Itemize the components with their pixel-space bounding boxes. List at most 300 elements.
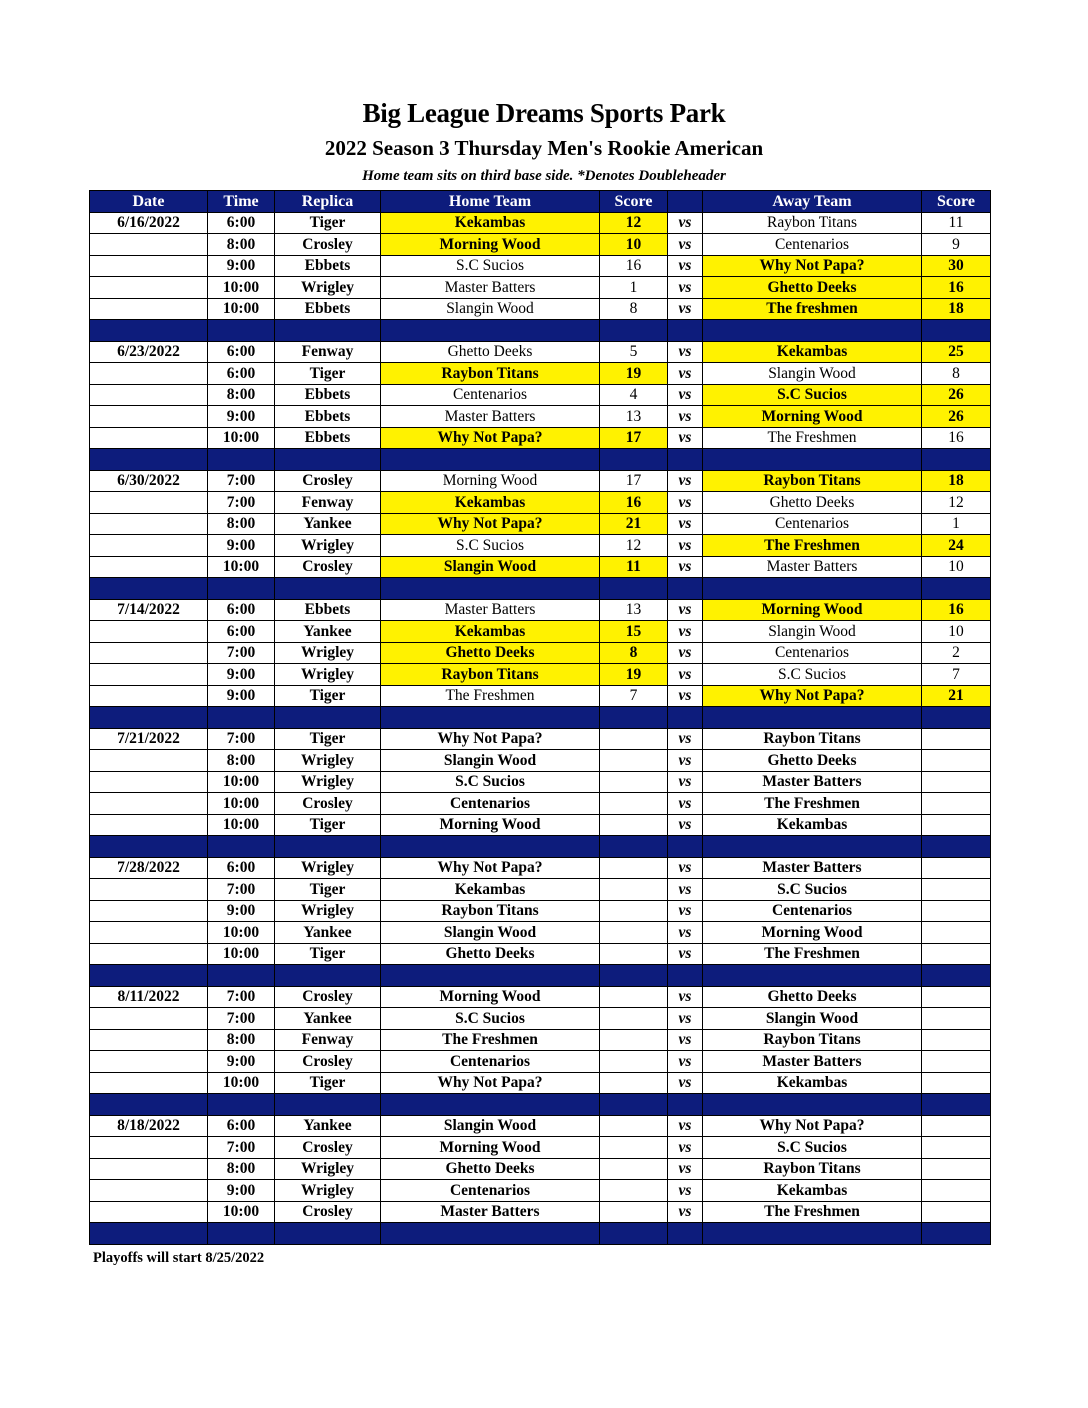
away-score-cell: 16 bbox=[922, 427, 991, 449]
home-score-cell: 15 bbox=[600, 621, 668, 643]
separator-cell bbox=[668, 1223, 703, 1245]
away-score-cell: 11 bbox=[922, 212, 991, 234]
separator-cell bbox=[90, 320, 208, 342]
home-score-cell: 16 bbox=[600, 492, 668, 514]
home-team-cell: Kekambas bbox=[381, 621, 600, 643]
date-cell bbox=[90, 621, 208, 643]
table-row bbox=[90, 922, 991, 944]
table-row bbox=[90, 513, 991, 535]
away-score-cell bbox=[922, 857, 991, 879]
table-row bbox=[90, 556, 991, 578]
away-team-cell: S.C Sucios bbox=[703, 664, 922, 686]
week-separator-row bbox=[90, 1094, 991, 1116]
separator-cell bbox=[381, 707, 600, 729]
date-cell bbox=[90, 255, 208, 277]
time-cell: 10:00 bbox=[208, 1072, 275, 1094]
away-team-cell: Kekambas bbox=[703, 814, 922, 836]
vs-cell: vs bbox=[668, 857, 703, 879]
vs-cell: vs bbox=[668, 1180, 703, 1202]
replica-cell: Tiger bbox=[275, 363, 381, 385]
away-team-cell: Why Not Papa? bbox=[703, 1115, 922, 1137]
away-score-cell: 7 bbox=[922, 664, 991, 686]
vs-cell: vs bbox=[668, 879, 703, 901]
time-cell: 6:00 bbox=[208, 857, 275, 879]
replica-cell: Ebbets bbox=[275, 406, 381, 428]
separator-cell bbox=[922, 320, 991, 342]
replica-cell: Crosley bbox=[275, 1051, 381, 1073]
vs-cell: vs bbox=[668, 492, 703, 514]
home-score-cell: 17 bbox=[600, 470, 668, 492]
date-cell bbox=[90, 642, 208, 664]
separator-cell bbox=[208, 320, 275, 342]
vs-cell: vs bbox=[668, 341, 703, 363]
date-cell bbox=[90, 1137, 208, 1159]
away-team-cell: Master Batters bbox=[703, 857, 922, 879]
time-cell: 10:00 bbox=[208, 943, 275, 965]
vs-cell: vs bbox=[668, 771, 703, 793]
replica-cell: Ebbets bbox=[275, 298, 381, 320]
table-row bbox=[90, 341, 991, 363]
away-team-cell: Centenarios bbox=[703, 642, 922, 664]
away-team-cell: Morning Wood bbox=[703, 599, 922, 621]
away-team-cell: Why Not Papa? bbox=[703, 255, 922, 277]
header-home-score: Score bbox=[600, 191, 668, 213]
time-cell: 7:00 bbox=[208, 879, 275, 901]
home-score-cell: 7 bbox=[600, 685, 668, 707]
vs-cell: vs bbox=[668, 513, 703, 535]
away-score-cell: 18 bbox=[922, 470, 991, 492]
vs-cell: vs bbox=[668, 234, 703, 256]
home-team-cell: Morning Wood bbox=[381, 470, 600, 492]
separator-cell bbox=[703, 578, 922, 600]
separator-cell bbox=[275, 965, 381, 987]
separator-cell bbox=[90, 836, 208, 858]
schedule-table bbox=[89, 190, 991, 1245]
separator-cell bbox=[600, 1094, 668, 1116]
away-score-cell bbox=[922, 1201, 991, 1223]
replica-cell: Tiger bbox=[275, 1072, 381, 1094]
time-cell: 6:00 bbox=[208, 621, 275, 643]
home-score-cell: 21 bbox=[600, 513, 668, 535]
home-team-cell: Raybon Titans bbox=[381, 664, 600, 686]
home-team-cell: Slangin Wood bbox=[381, 750, 600, 772]
separator-cell bbox=[703, 836, 922, 858]
vs-cell: vs bbox=[668, 1201, 703, 1223]
week-separator-row bbox=[90, 965, 991, 987]
schedule-note: Home team sits on third base side. *Denotes Doubleheader bbox=[362, 168, 726, 184]
table-row bbox=[90, 277, 991, 299]
away-score-cell bbox=[922, 750, 991, 772]
replica-cell: Tiger bbox=[275, 943, 381, 965]
home-score-cell bbox=[600, 1180, 668, 1202]
away-team-cell: Master Batters bbox=[703, 771, 922, 793]
away-team-cell: Morning Wood bbox=[703, 922, 922, 944]
replica-cell: Fenway bbox=[275, 1029, 381, 1051]
replica-cell: Wrigley bbox=[275, 642, 381, 664]
away-score-cell: 8 bbox=[922, 363, 991, 385]
away-team-cell: The freshmen bbox=[703, 298, 922, 320]
schedule-body bbox=[90, 212, 991, 1244]
week-separator-row bbox=[90, 836, 991, 858]
vs-cell: vs bbox=[668, 470, 703, 492]
date-cell bbox=[90, 427, 208, 449]
table-row bbox=[90, 664, 991, 686]
separator-cell bbox=[208, 836, 275, 858]
header-away-score: Score bbox=[922, 191, 991, 213]
separator-cell bbox=[668, 707, 703, 729]
date-cell bbox=[90, 298, 208, 320]
time-cell: 9:00 bbox=[208, 255, 275, 277]
separator-cell bbox=[208, 1223, 275, 1245]
date-cell bbox=[90, 771, 208, 793]
away-score-cell: 1 bbox=[922, 513, 991, 535]
away-team-cell: The Freshmen bbox=[703, 1201, 922, 1223]
away-team-cell: The Freshmen bbox=[703, 943, 922, 965]
time-cell: 10:00 bbox=[208, 793, 275, 815]
vs-cell: vs bbox=[668, 384, 703, 406]
table-row bbox=[90, 492, 991, 514]
away-score-cell bbox=[922, 900, 991, 922]
home-team-cell: Why Not Papa? bbox=[381, 513, 600, 535]
date-cell bbox=[90, 1158, 208, 1180]
replica-cell: Wrigley bbox=[275, 857, 381, 879]
home-score-cell bbox=[600, 900, 668, 922]
date-cell bbox=[90, 535, 208, 557]
home-team-cell: Raybon Titans bbox=[381, 363, 600, 385]
date-cell bbox=[90, 814, 208, 836]
table-row bbox=[90, 728, 991, 750]
separator-cell bbox=[90, 1223, 208, 1245]
away-team-cell: Centenarios bbox=[703, 513, 922, 535]
date-cell: 7/14/2022 bbox=[90, 599, 208, 621]
time-cell: 10:00 bbox=[208, 556, 275, 578]
date-cell bbox=[90, 879, 208, 901]
date-cell bbox=[90, 664, 208, 686]
date-cell bbox=[90, 1029, 208, 1051]
home-score-cell bbox=[600, 1029, 668, 1051]
separator-cell bbox=[600, 707, 668, 729]
vs-cell: vs bbox=[668, 556, 703, 578]
replica-cell: Wrigley bbox=[275, 535, 381, 557]
replica-cell: Crosley bbox=[275, 793, 381, 815]
home-team-cell: Centenarios bbox=[381, 1180, 600, 1202]
table-row bbox=[90, 406, 991, 428]
time-cell: 7:00 bbox=[208, 1137, 275, 1159]
playoffs-note: Playoffs will start 8/25/2022 bbox=[93, 1250, 265, 1266]
replica-cell: Yankee bbox=[275, 513, 381, 535]
home-score-cell bbox=[600, 771, 668, 793]
home-team-cell: Raybon Titans bbox=[381, 900, 600, 922]
vs-cell: vs bbox=[668, 900, 703, 922]
away-team-cell: Slangin Wood bbox=[703, 621, 922, 643]
home-score-cell bbox=[600, 1072, 668, 1094]
separator-cell bbox=[922, 1223, 991, 1245]
home-team-cell: Master Batters bbox=[381, 1201, 600, 1223]
time-cell: 7:00 bbox=[208, 642, 275, 664]
replica-cell: Ebbets bbox=[275, 427, 381, 449]
home-team-cell: Slangin Wood bbox=[381, 556, 600, 578]
date-cell bbox=[90, 363, 208, 385]
date-cell bbox=[90, 943, 208, 965]
away-score-cell: 26 bbox=[922, 406, 991, 428]
week-separator-row bbox=[90, 1223, 991, 1245]
home-score-cell bbox=[600, 1201, 668, 1223]
away-team-cell: Raybon Titans bbox=[703, 1158, 922, 1180]
vs-cell: vs bbox=[668, 212, 703, 234]
date-cell bbox=[90, 922, 208, 944]
time-cell: 10:00 bbox=[208, 427, 275, 449]
table-row bbox=[90, 1051, 991, 1073]
away-team-cell: The Freshmen bbox=[703, 793, 922, 815]
time-cell: 9:00 bbox=[208, 685, 275, 707]
vs-cell: vs bbox=[668, 255, 703, 277]
separator-cell bbox=[703, 1223, 922, 1245]
separator-cell bbox=[208, 449, 275, 471]
home-score-cell: 4 bbox=[600, 384, 668, 406]
separator-cell bbox=[703, 449, 922, 471]
date-cell bbox=[90, 492, 208, 514]
page-subtitle: 2022 Season 3 Thursday Men's Rookie American bbox=[324, 136, 764, 160]
separator-cell bbox=[600, 836, 668, 858]
away-team-cell: Ghetto Deeks bbox=[703, 750, 922, 772]
table-row bbox=[90, 685, 991, 707]
replica-cell: Crosley bbox=[275, 556, 381, 578]
replica-cell: Crosley bbox=[275, 1137, 381, 1159]
table-row bbox=[90, 1029, 991, 1051]
separator-cell bbox=[90, 965, 208, 987]
date-cell bbox=[90, 793, 208, 815]
separator-cell bbox=[90, 578, 208, 600]
date-cell bbox=[90, 1008, 208, 1030]
away-team-cell: Why Not Papa? bbox=[703, 685, 922, 707]
date-cell bbox=[90, 384, 208, 406]
replica-cell: Wrigley bbox=[275, 664, 381, 686]
separator-cell bbox=[275, 578, 381, 600]
vs-cell: vs bbox=[668, 599, 703, 621]
time-cell: 9:00 bbox=[208, 1180, 275, 1202]
separator-cell bbox=[922, 1094, 991, 1116]
away-team-cell: Raybon Titans bbox=[703, 470, 922, 492]
vs-cell: vs bbox=[668, 363, 703, 385]
vs-cell: vs bbox=[668, 793, 703, 815]
home-score-cell: 11 bbox=[600, 556, 668, 578]
time-cell: 9:00 bbox=[208, 1051, 275, 1073]
replica-cell: Crosley bbox=[275, 1201, 381, 1223]
time-cell: 9:00 bbox=[208, 900, 275, 922]
table-row bbox=[90, 986, 991, 1008]
replica-cell: Tiger bbox=[275, 879, 381, 901]
time-cell: 8:00 bbox=[208, 384, 275, 406]
vs-cell: vs bbox=[668, 298, 703, 320]
replica-cell: Wrigley bbox=[275, 771, 381, 793]
separator-cell bbox=[668, 449, 703, 471]
away-score-cell: 12 bbox=[922, 492, 991, 514]
home-team-cell: Slangin Wood bbox=[381, 1115, 600, 1137]
home-team-cell: Morning Wood bbox=[381, 986, 600, 1008]
home-score-cell: 17 bbox=[600, 427, 668, 449]
table-row bbox=[90, 814, 991, 836]
home-team-cell: The Freshmen bbox=[381, 685, 600, 707]
time-cell: 7:00 bbox=[208, 1008, 275, 1030]
away-score-cell bbox=[922, 1029, 991, 1051]
separator-cell bbox=[922, 578, 991, 600]
separator-cell bbox=[381, 449, 600, 471]
date-cell: 8/11/2022 bbox=[90, 986, 208, 1008]
home-score-cell bbox=[600, 922, 668, 944]
away-team-cell: Kekambas bbox=[703, 1180, 922, 1202]
separator-cell bbox=[922, 707, 991, 729]
away-team-cell: Ghetto Deeks bbox=[703, 277, 922, 299]
table-row bbox=[90, 599, 991, 621]
separator-cell bbox=[600, 1223, 668, 1245]
replica-cell: Crosley bbox=[275, 470, 381, 492]
away-team-cell: Morning Wood bbox=[703, 406, 922, 428]
home-team-cell: Centenarios bbox=[381, 384, 600, 406]
separator-cell bbox=[703, 1094, 922, 1116]
home-score-cell: 19 bbox=[600, 664, 668, 686]
home-score-cell: 13 bbox=[600, 599, 668, 621]
vs-cell: vs bbox=[668, 685, 703, 707]
separator-cell bbox=[208, 1094, 275, 1116]
home-team-cell: Morning Wood bbox=[381, 234, 600, 256]
time-cell: 10:00 bbox=[208, 1201, 275, 1223]
table-row bbox=[90, 943, 991, 965]
separator-cell bbox=[922, 449, 991, 471]
away-team-cell: The Freshmen bbox=[703, 427, 922, 449]
vs-cell: vs bbox=[668, 621, 703, 643]
home-score-cell: 1 bbox=[600, 277, 668, 299]
header-home-team: Home Team bbox=[381, 191, 600, 213]
vs-cell: vs bbox=[668, 728, 703, 750]
table-row bbox=[90, 857, 991, 879]
vs-cell: vs bbox=[668, 1115, 703, 1137]
home-score-cell bbox=[600, 1137, 668, 1159]
table-row bbox=[90, 384, 991, 406]
table-row bbox=[90, 298, 991, 320]
week-separator-row bbox=[90, 578, 991, 600]
separator-cell bbox=[600, 320, 668, 342]
header-away-team: Away Team bbox=[703, 191, 922, 213]
time-cell: 10:00 bbox=[208, 814, 275, 836]
home-team-cell: Kekambas bbox=[381, 212, 600, 234]
page-title: Big League Dreams Sports Park bbox=[362, 98, 726, 128]
away-score-cell: 16 bbox=[922, 277, 991, 299]
table-row bbox=[90, 793, 991, 815]
separator-cell bbox=[703, 320, 922, 342]
separator-cell bbox=[922, 965, 991, 987]
home-team-cell: The Freshmen bbox=[381, 1029, 600, 1051]
away-score-cell bbox=[922, 986, 991, 1008]
away-score-cell: 24 bbox=[922, 535, 991, 557]
away-team-cell: S.C Sucios bbox=[703, 384, 922, 406]
home-team-cell: Why Not Papa? bbox=[381, 728, 600, 750]
table-row bbox=[90, 470, 991, 492]
separator-cell bbox=[381, 1094, 600, 1116]
table-row bbox=[90, 1180, 991, 1202]
time-cell: 7:00 bbox=[208, 728, 275, 750]
home-team-cell: S.C Sucios bbox=[381, 255, 600, 277]
date-cell bbox=[90, 556, 208, 578]
date-cell bbox=[90, 277, 208, 299]
week-separator-row bbox=[90, 707, 991, 729]
week-separator-row bbox=[90, 320, 991, 342]
away-team-cell: Master Batters bbox=[703, 556, 922, 578]
table-row bbox=[90, 535, 991, 557]
away-score-cell: 26 bbox=[922, 384, 991, 406]
separator-cell bbox=[381, 836, 600, 858]
away-team-cell: Master Batters bbox=[703, 1051, 922, 1073]
home-score-cell: 8 bbox=[600, 298, 668, 320]
away-score-cell: 18 bbox=[922, 298, 991, 320]
away-score-cell: 30 bbox=[922, 255, 991, 277]
separator-cell bbox=[668, 1094, 703, 1116]
away-score-cell bbox=[922, 1180, 991, 1202]
date-cell: 8/18/2022 bbox=[90, 1115, 208, 1137]
home-team-cell: Why Not Papa? bbox=[381, 427, 600, 449]
home-team-cell: Ghetto Deeks bbox=[381, 642, 600, 664]
separator-cell bbox=[600, 578, 668, 600]
separator-cell bbox=[922, 836, 991, 858]
separator-cell bbox=[600, 965, 668, 987]
replica-cell: Ebbets bbox=[275, 384, 381, 406]
home-score-cell bbox=[600, 1158, 668, 1180]
separator-cell bbox=[208, 578, 275, 600]
home-score-cell: 12 bbox=[600, 212, 668, 234]
replica-cell: Fenway bbox=[275, 492, 381, 514]
replica-cell: Ebbets bbox=[275, 255, 381, 277]
home-score-cell bbox=[600, 857, 668, 879]
home-team-cell: Why Not Papa? bbox=[381, 857, 600, 879]
replica-cell: Tiger bbox=[275, 814, 381, 836]
separator-cell bbox=[668, 320, 703, 342]
time-cell: 8:00 bbox=[208, 1158, 275, 1180]
away-team-cell: Raybon Titans bbox=[703, 1029, 922, 1051]
time-cell: 10:00 bbox=[208, 298, 275, 320]
table-row bbox=[90, 427, 991, 449]
date-cell: 6/16/2022 bbox=[90, 212, 208, 234]
home-score-cell: 12 bbox=[600, 535, 668, 557]
vs-cell: vs bbox=[668, 406, 703, 428]
home-score-cell: 10 bbox=[600, 234, 668, 256]
time-cell: 6:00 bbox=[208, 212, 275, 234]
away-team-cell: Ghetto Deeks bbox=[703, 492, 922, 514]
separator-cell bbox=[90, 1094, 208, 1116]
vs-cell: vs bbox=[668, 664, 703, 686]
date-cell bbox=[90, 1180, 208, 1202]
separator-cell bbox=[668, 578, 703, 600]
table-row bbox=[90, 879, 991, 901]
home-score-cell bbox=[600, 750, 668, 772]
away-score-cell bbox=[922, 922, 991, 944]
away-score-cell bbox=[922, 728, 991, 750]
vs-cell: vs bbox=[668, 1158, 703, 1180]
away-score-cell bbox=[922, 814, 991, 836]
table-row bbox=[90, 1115, 991, 1137]
away-team-cell: Slangin Wood bbox=[703, 1008, 922, 1030]
time-cell: 9:00 bbox=[208, 406, 275, 428]
replica-cell: Wrigley bbox=[275, 1180, 381, 1202]
replica-cell: Fenway bbox=[275, 341, 381, 363]
separator-cell bbox=[208, 965, 275, 987]
replica-cell: Wrigley bbox=[275, 900, 381, 922]
table-row bbox=[90, 1137, 991, 1159]
date-cell bbox=[90, 685, 208, 707]
date-cell bbox=[90, 1201, 208, 1223]
away-score-cell: 10 bbox=[922, 621, 991, 643]
date-cell bbox=[90, 900, 208, 922]
vs-cell: vs bbox=[668, 642, 703, 664]
away-score-cell: 25 bbox=[922, 341, 991, 363]
